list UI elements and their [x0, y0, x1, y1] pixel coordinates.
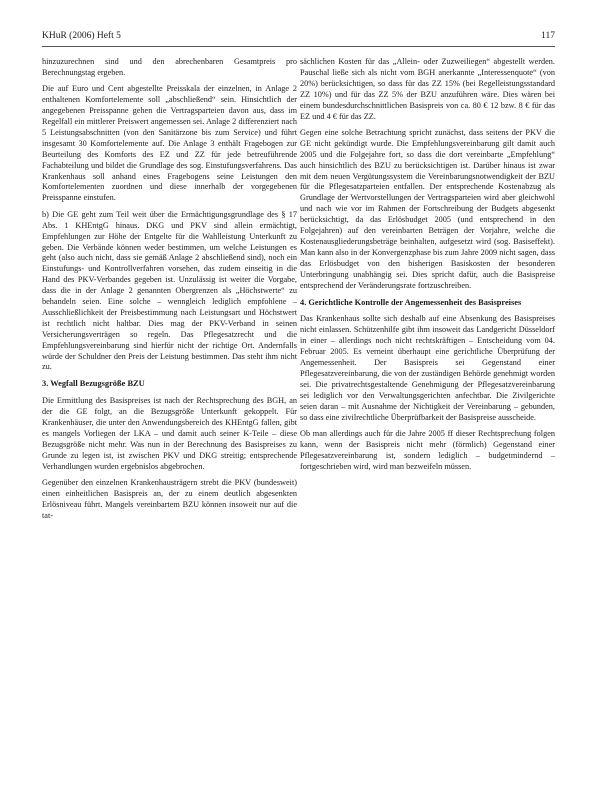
paragraph: Das Krankenhaus sollte sich deshalb auf eine Absenkung des Basispreises nicht einlassen. Schützenhilfe gibt ihm insoweit das Landgericht Düsseldorf in einer – allerdings noch nicht rechtskräftigen – Entscheidung vom 04. Februar 2005. Es verneint überhaupt eine gerichtliche Überprüfung der Angemessenheit. Der Basispreis sei Gegenstand einer Pflegesatzvereinbarung, die von der zuständigen Behörde genehmigt worden sei. Die privatrechtsgestaltende Genehmigung der Pflegesatzvereinbarung sei lediglich vor den Verwaltungsgerichten anfechtbar. Die Zivilgerichte seien daran – mit Ausnahme der Nichtigkeit der Vereinbarung – gebunden, so dass eine zivilrechtliche Überprüfbarkeit der Basispreise ausscheide.: [300, 314, 555, 422]
section-heading: 4. Gerichtliche Kontrolle der Angemessenheit des Basispreises: [300, 297, 522, 307]
right-column: [300, 57, 555, 478]
left-column: [42, 57, 297, 527]
paragraph: sächlichen Kosten für das „Allein- oder Zuzweiliegen“ abgestellt werden. Pauschal ließe sich als nicht vom BGH anerkannte „Interessenquote“ (von 20%) berücksichtigen, so dass für das ZZ 15% (bei Regelleistungsstandard ZZ 10%) und für das ZZ 5% der BZU anzuführen wäre. Dies wären bei einem bundesdurchschnittlichen Basispreis von ca. 80 € 12 bzw. 8 € für das EZ und 4 € für das ZZ.: [300, 57, 555, 121]
journal-reference: KHuR (2006) Heft 5: [42, 31, 121, 41]
section-heading: 3. Wegfall Bezugsgröße BZU: [42, 379, 145, 389]
paragraph: Die auf Euro und Cent abgestellte Preisskala der einzelnen, in Anlage 2 enthaltenen Komfortelemente soll „abschließend“ sein. Hinsichtlich der angegebenen Preisspanne gehen die Vertragsparteien davon aus, dass im Regelfall ein mittlerer Preiswert angemessen sei. Anlage 2 differenziert nach 5 Leistungsabschnitten (von den Sanitärzone bis zum Service) und führt insgesamt 30 Komfortelemente auf. Die Anlage 3 enthält Fragebogen zur Beurteilung des Komforts des EZ und ZZ für jede betreuführende Fachabteilung und bildet die Grundlage des sog. Einstufungsverfahrens. Das Krankenhaus soll anhand eines Fragebogens seine Leistungen den Komfortelementen zuordnen und diese innerhalb der vorgegebenen Preisspanne einstufen.: [42, 84, 297, 203]
header-divider: [42, 46, 555, 47]
paragraph: hinzuzurechnen sind und den abrechenbaren Gesamtpreis pro Berechnungstag ergeben.: [42, 57, 297, 77]
paragraph: Die Ermittlung des Basispreises ist nach der Rechtsprechung des BGH, an der die GE folgt, an die Bezugsgröße Unterkunft gekoppelt. Für Krankenhäuser, die unter den Anwendungsbereich des KHEntgG fallen, gibt es mangels Vorliegen der LKA – und damit auch seiner K-Teile – diese Bezugsgröße nicht mehr. Was nun in der Berechnung des Basispreises zu Grunde zu legen ist, ist zwischen PKV und DKG streitig; entsprechende Verhandlungen wurden ergebnislos abgebrochen.: [42, 396, 297, 471]
paragraph: b) Die GE geht zum Teil weit über die Ermächtigungsgrundlage des § 17 Abs. 1 KHEntgG hinaus. DKG und PKV sind allein ermächtigt, Empfehlungen zur Höhe der Entgelte für die Wahlleistung Unterkunft zu geben. Die Verbände können weder bestimmen, um welche Leistungen es geht (also auch nicht, dass sie gemäß Anlage 2 abschließend sind), noch ein Einstufungs- und Kontrollverfahren vorsehen, das zudem einseitig in die Hand des PKV-Verbandes gegeben ist. Unzulässig ist weiter die Vorgabe, dass die in der Anlage 2 genannten Obergrenzen als „Höchstwerte“ zu behandeln seien. Eine solche – wenngleich lediglich empfohlene – Ausschließlichkeit der Preisbestimmung nach Leistungsart und Höchstwert ist rechtlich nicht haltbar. Dies mag der PKV-Verband in seinen Versicherungsverträgen so regeln. Das Pflegesatzrecht und die Empfehlungsvereinbarung sind hierfür nicht der richtige Ort. Andernfalls würde der Schuldner den Preis der Leistung bestimmen. Das steht ihm nicht zu.: [42, 209, 297, 372]
paragraph: Ob man allerdings auch für die Jahre 2005 ff dieser Rechtsprechung folgen kann, wenn der Basispreis nicht mehr (förmlich) Gegenstand einer Pflegesatzvereinbarung ist, sondern lediglich – budgetmindernd – fortgeschrieben wird, wird man bezweifeln müssen.: [300, 429, 555, 471]
page-header: [42, 30, 555, 44]
page-number: 117: [541, 31, 555, 41]
paragraph: Gegenüber den einzelnen Krankenhausträgern strebt die PKV (bundesweit) einen einheitlichen Basispreis an, der zu einem deutlich abgesenkten Erlösniveau führt. Mangels vereinbartem BZU können insoweit nur auf die tat-: [42, 478, 297, 520]
paragraph: Gegen eine solche Betrachtung spricht zunächst, dass seitens der PKV die GE nicht gekündigt wurde. Die Empfehlungsvereinbarung gilt damit auch 2005 und die Folgejahre fort, so dass die dort vereinbarte „Empfehlung“ auch hinsichtlich des BZU zu berücksichtigen ist. Darüber hinaus ist zwar mit dem neuen Vergütungssystem die Vereinbarungsnotwendigkeit der BZU für die Pflegesatzparteien entfallen. Der entsprechende Kostenabzug als Grundlage der Wertvorstellungen der Vertragsparteien wird aber gleichwohl und nach wie vor im Rahmen der Fortschreibung der Budgets abgesenkt berücksichtigt, da das Erlösbudget 2005 (und entsprechend in den Folgejahren) auf den vereinbarten Beträgen der Vorjahre, welche die Kostenausgliederungsbeträge beinhalten, aufgesetzt wird (sog. Basiseffekt). Man kann also in der Konvergenzphase bis zum Jahre 2009 nicht sagen, dass das Erlösbudget von den bisherigen Basiskosten der besonderen Unterbringung unabhängig sei. Dies spricht dafür, auch die Basispreise entsprechend der Veränderungsrate fortzuschreiben.: [300, 127, 555, 290]
